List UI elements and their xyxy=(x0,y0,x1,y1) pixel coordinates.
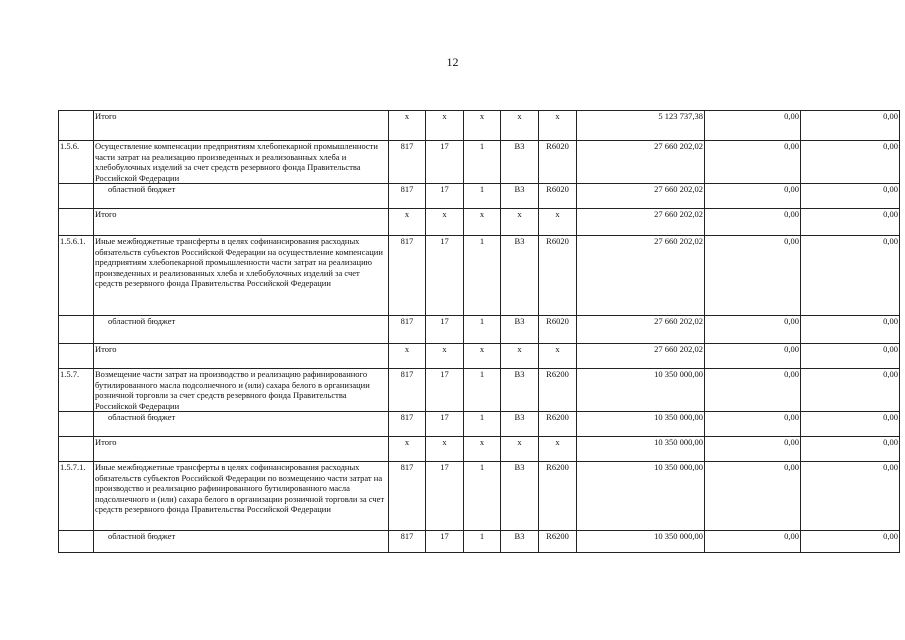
col-code-3: x xyxy=(464,111,501,141)
col-code-3: 1 xyxy=(464,412,501,437)
table-row xyxy=(59,412,900,437)
col-code-2: x xyxy=(426,437,464,462)
amount: 5 123 737,38 xyxy=(577,111,705,141)
col-code-5: R6020 xyxy=(539,184,577,209)
row-name: Иные межбюджетные трансферты в целях софинансирования расходных обязательств субъектов Российской Федерации по возмещению части затрат на производство и реализацию рафинированного бутилированного масла подсолнечного и (или) сахара белого в организации розничной торговли за счет средств резервного фонда Правительства Российской Федерации xyxy=(94,462,389,531)
value-2: 0,00 xyxy=(801,462,900,531)
col-code-2: 17 xyxy=(426,531,464,553)
value-1: 0,00 xyxy=(705,412,801,437)
col-code-5: R6200 xyxy=(539,531,577,553)
row-name: Возмещение части затрат на производство и реализацию рафинированного бутилированного масла подсолнечного и (или) сахара белого в организации розничной торговли за счет средств резервного фонда Правительства Российской Федерации xyxy=(94,369,389,412)
value-1: 0,00 xyxy=(705,462,801,531)
value-2: 0,00 xyxy=(801,344,900,369)
col-code-5: x xyxy=(539,437,577,462)
row-number xyxy=(59,531,94,553)
col-code-2: x xyxy=(426,344,464,369)
row-name: областной бюджет xyxy=(94,531,389,553)
col-code-1: 817 xyxy=(389,316,426,344)
value-2: 0,00 xyxy=(801,141,900,184)
row-name: Итого xyxy=(94,111,389,141)
value-1: 0,00 xyxy=(705,369,801,412)
col-code-5: x xyxy=(539,344,577,369)
value-1: 0,00 xyxy=(705,141,801,184)
value-2: 0,00 xyxy=(801,111,900,141)
row-number xyxy=(59,437,94,462)
row-name: областной бюджет xyxy=(94,184,389,209)
col-code-1: x xyxy=(389,111,426,141)
col-code-1: x xyxy=(389,437,426,462)
row-number: 1.5.7.1. xyxy=(59,462,94,531)
col-code-1: x xyxy=(389,344,426,369)
value-1: 0,00 xyxy=(705,531,801,553)
table-row xyxy=(59,369,900,412)
col-code-1: 817 xyxy=(389,236,426,316)
col-code-3: x xyxy=(464,209,501,236)
value-1: 0,00 xyxy=(705,184,801,209)
value-2: 0,00 xyxy=(801,316,900,344)
amount: 10 350 000,00 xyxy=(577,369,705,412)
col-code-1: 817 xyxy=(389,412,426,437)
row-number: 1.5.6.1. xyxy=(59,236,94,316)
col-code-3: 1 xyxy=(464,531,501,553)
table-row xyxy=(59,531,900,553)
col-code-4: В3 xyxy=(501,141,539,184)
col-code-5: R6020 xyxy=(539,141,577,184)
col-code-4: x xyxy=(501,437,539,462)
row-name: Итого xyxy=(94,344,389,369)
value-2: 0,00 xyxy=(801,369,900,412)
col-code-5: R6200 xyxy=(539,462,577,531)
value-2: 0,00 xyxy=(801,209,900,236)
row-number xyxy=(59,412,94,437)
amount: 27 660 202,02 xyxy=(577,236,705,316)
col-code-1: 817 xyxy=(389,369,426,412)
col-code-4: В3 xyxy=(501,369,539,412)
value-2: 0,00 xyxy=(801,412,900,437)
row-name: областной бюджет xyxy=(94,316,389,344)
col-code-4: В3 xyxy=(501,531,539,553)
row-name: областной бюджет xyxy=(94,412,389,437)
col-code-2: x xyxy=(426,111,464,141)
row-number xyxy=(59,344,94,369)
col-code-5: R6200 xyxy=(539,369,577,412)
table-row xyxy=(59,236,900,316)
col-code-4: x xyxy=(501,111,539,141)
col-code-1: 817 xyxy=(389,531,426,553)
col-code-1: 817 xyxy=(389,141,426,184)
col-code-2: 17 xyxy=(426,412,464,437)
col-code-3: 1 xyxy=(464,236,501,316)
col-code-3: 1 xyxy=(464,462,501,531)
value-1: 0,00 xyxy=(705,236,801,316)
col-code-4: В3 xyxy=(501,412,539,437)
col-code-5: x xyxy=(539,209,577,236)
value-1: 0,00 xyxy=(705,111,801,141)
col-code-3: 1 xyxy=(464,184,501,209)
amount: 27 660 202,02 xyxy=(577,141,705,184)
table-row xyxy=(59,462,900,531)
row-name: Осуществление компенсации предприятиям хлебопекарной промышленности части затрат на реализацию произведенных и реализованных хлеба и хлебобулочных изделий за счет средств резервного фонда Правительства Российской Федерации xyxy=(94,141,389,184)
col-code-5: x xyxy=(539,111,577,141)
table-row xyxy=(59,209,900,236)
table-body xyxy=(59,111,900,553)
value-1: 0,00 xyxy=(705,316,801,344)
col-code-3: x xyxy=(464,344,501,369)
col-code-1: x xyxy=(389,209,426,236)
amount: 10 350 000,00 xyxy=(577,437,705,462)
value-2: 0,00 xyxy=(801,437,900,462)
col-code-4: В3 xyxy=(501,316,539,344)
col-code-2: 17 xyxy=(426,462,464,531)
amount: 27 660 202,02 xyxy=(577,316,705,344)
table-row xyxy=(59,437,900,462)
table-row xyxy=(59,111,900,141)
col-code-2: 17 xyxy=(426,184,464,209)
col-code-3: x xyxy=(464,437,501,462)
page-number: 12 xyxy=(446,55,459,69)
row-number: 1.5.6. xyxy=(59,141,94,184)
row-number xyxy=(59,111,94,141)
col-code-2: x xyxy=(426,209,464,236)
amount: 27 660 202,02 xyxy=(577,184,705,209)
row-name: Итого xyxy=(94,437,389,462)
col-code-3: 1 xyxy=(464,316,501,344)
value-2: 0,00 xyxy=(801,236,900,316)
col-code-2: 17 xyxy=(426,236,464,316)
col-code-4: x xyxy=(501,209,539,236)
col-code-5: R6200 xyxy=(539,412,577,437)
value-1: 0,00 xyxy=(705,437,801,462)
table-row xyxy=(59,141,900,184)
amount: 10 350 000,00 xyxy=(577,412,705,437)
col-code-4: В3 xyxy=(501,184,539,209)
table-row xyxy=(59,344,900,369)
row-number xyxy=(59,316,94,344)
col-code-2: 17 xyxy=(426,316,464,344)
col-code-4: В3 xyxy=(501,462,539,531)
col-code-1: 817 xyxy=(389,462,426,531)
col-code-3: 1 xyxy=(464,141,501,184)
table-row xyxy=(59,316,900,344)
col-code-4: В3 xyxy=(501,236,539,316)
table-row xyxy=(59,184,900,209)
value-1: 0,00 xyxy=(705,209,801,236)
budget-table xyxy=(58,110,900,553)
col-code-1: 817 xyxy=(389,184,426,209)
col-code-5: R6020 xyxy=(539,236,577,316)
amount: 27 660 202,02 xyxy=(577,344,705,369)
col-code-2: 17 xyxy=(426,141,464,184)
amount: 10 350 000,00 xyxy=(577,531,705,553)
col-code-3: 1 xyxy=(464,369,501,412)
row-number xyxy=(59,184,94,209)
value-2: 0,00 xyxy=(801,531,900,553)
value-2: 0,00 xyxy=(801,184,900,209)
row-name: Итого xyxy=(94,209,389,236)
amount: 10 350 000,00 xyxy=(577,462,705,531)
amount: 27 660 202,02 xyxy=(577,209,705,236)
row-name: Иные межбюджетные трансферты в целях софинансирования расходных обязательств субъектов Российской Федерации на осуществление компенсации предприятиям хлебопекарной промышленности части затрат на реализацию произведенных и реализованных хлеба и хлебобулочных изделий за счет средств резервного фонда Правительства Российской Федерации xyxy=(94,236,389,316)
col-code-2: 17 xyxy=(426,369,464,412)
col-code-5: R6020 xyxy=(539,316,577,344)
row-number xyxy=(59,209,94,236)
value-1: 0,00 xyxy=(705,344,801,369)
col-code-4: x xyxy=(501,344,539,369)
row-number: 1.5.7. xyxy=(59,369,94,412)
